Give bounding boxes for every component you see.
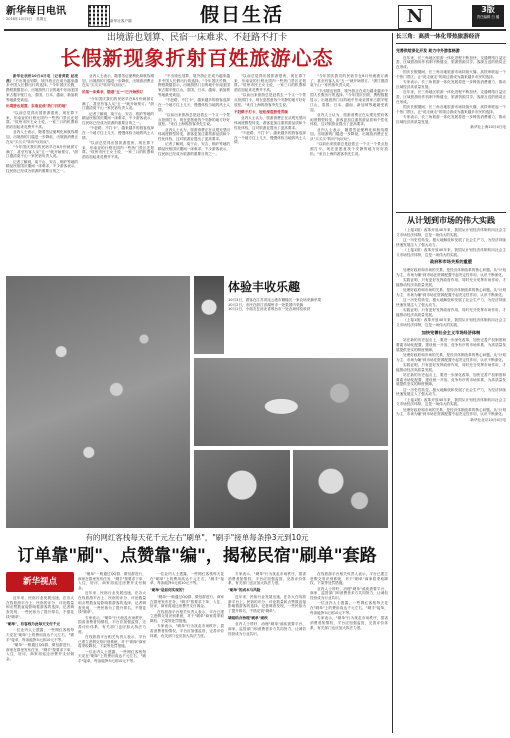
right-mid-paragraph: 处理好政府和市场的关系，是经济体制改革的核心问题。从"计划为主、市场为辅"到市场在资源配置中起决定性作用，认识不断深化。 xyxy=(396,288,506,297)
photo-apple-portrait xyxy=(194,276,224,354)
bottom-paragraph: 业内人士呼吁，治理"刷单"顽疾需要平台、商家、监管部门和消费者多方共同努力，让诚信经营成为行业共识。 xyxy=(310,586,388,601)
right-mid-paragraph: 实践证明，只有更好发挥政府作用，同时充分发挥市场作用，才能推动经济高质量发展。 xyxy=(396,278,506,287)
lead-paragraph: "以前总觉得出国旅游很贵，现在算下来，东南亚的行程比国内一些热门景区还划算。"杭州市民王女士说，一家三口的机票和酒店加起来花费并不高。 xyxy=(234,74,306,93)
lead-column-3 xyxy=(158,74,230,270)
right-mid-byline: 新华社北京10月4日电 xyxy=(470,417,506,422)
bottom-subhead: "刷单"是如何实现的？ xyxy=(150,588,187,593)
brand-name: 新华每日电讯 xyxy=(6,6,66,17)
right-top-paragraph: 近年来，长三角地区旅游一体化进程不断加快，交通网络日益完善，区域旅游协作机制不断健全，旅游资源共享、客源互送的格局正在形成。 xyxy=(396,55,506,70)
right-top-paragraph: 专家表示，长三角旅游一体化发展将进一步释放消费潜力，推动区域经济高质量发展。 xyxy=(396,115,506,124)
page-number: 3版 xyxy=(481,5,495,14)
bottom-column-3 xyxy=(150,572,224,730)
newspaper-brand xyxy=(6,6,86,26)
lead-paragraph: "不赶路、不打卡"，越来越多的游客选择在一个地方住上几天，慢慢体验当地的风土人情。 xyxy=(234,130,306,145)
badge-label: 新华视点 xyxy=(22,577,57,587)
right-mid-paragraph: 站在新的历史起点上，要进一步深化改革，加快完善产权制度和要素市场化配置，建设统一开放、竞争有序的市场体系，为高质量发展提供坚实的制度保障。 xyxy=(396,338,506,352)
right-mid-paragraph: 站在新的历史起点上，要进一步深化改革，加快完善产权制度和要素市场化配置，建设统一开放、竞争有序的市场体系，为高质量发展提供坚实的制度保障。 xyxy=(396,372,506,387)
bottom-headline: 订单靠"刷"、点赞靠"编"，揭秘民宿"刷单"套路 xyxy=(17,546,377,566)
lead-paragraph: "不赶路、不打卡"，越来越多的游客选择在一个地方住上几天，慢慢体验当地的风土人情。 xyxy=(82,126,154,140)
photo-child-basket xyxy=(194,358,388,446)
editor-name: 白 璐 xyxy=(491,15,500,19)
qr-code-icon xyxy=(89,6,109,26)
right-mid-paragraph: （上接1版）改革开放40年来，我国从计划经济体制转向社会主义市场经济体制，这是一场伟大的实践。 xyxy=(396,248,506,257)
right-mid-subhead: 政府和市场关系的重塑 xyxy=(430,259,472,265)
right-mid-story xyxy=(396,228,506,733)
lead-kicker: 出境游也划算、民宿一床难求、不赶路不打卡 xyxy=(106,33,287,43)
right-mid-paragraph: 处理好政府和市场的关系，是经济体制改革的核心问题。从"计划为主、市场为辅"到市场在资源配置中起决定性作用，认识不断深化。 xyxy=(396,407,506,417)
editor-label: 责任编辑 xyxy=(476,15,491,19)
n-logo-icon: N xyxy=(406,6,424,27)
lead-paragraph: 业内人士表示，随着签证便利化和航线增加，出境游的门槛进一步降低，出境游消费正在从"买买买"转向"玩玩玩"。 xyxy=(310,127,388,141)
bottom-paragraph: 在线旅游平台相关负责人表示，平台已建立虚假交易识别系统，对于"刷单"商家将采取降权、下架等处罚措施。 xyxy=(310,572,388,586)
lead-column-4 xyxy=(234,74,306,270)
bottom-paragraph: 专家表示，"刷单"行为扰乱市场秩序，损害消费者知情权，平台应加强监管，完善评价体系，有关部门也应加大执法力度。 xyxy=(78,615,146,634)
bottom-paragraph: 专家表示，"刷单"行为扰乱市场秩序，损害消费者知情权，平台应加强监管，完善评价体系，有关部门也应加大执法力度。 xyxy=(228,572,306,586)
bottom-paragraph: 一位业内人士透露，一些网红客栈每天花在"刷单"上的费用高达千元左右，"刷手"接单，每条能挣3元到10元不等。 xyxy=(6,628,74,642)
lead-subhead: 不赶路不打卡，轻松深度游受青睐 xyxy=(234,109,288,114)
lead-paragraph: 业内人士表示，随着签证便利化和航线增加，出境游的门槛进一步降低，出境游消费正在从"买买买"转向"玩玩玩"。 xyxy=(82,74,154,88)
right-top-paragraph: 国庆长假期间，长三角各地旅游市场持续火爆，高铁串联起一个个热门景区，让"说走就走"的周边游成为越来越多市民的选择。 xyxy=(396,70,506,80)
page-number-badge xyxy=(472,5,504,27)
bottom-paragraph: 近年来，民宿行业发展迅速，在各大在线旅游平台上，民宿的评分、评论数量和点赞数直接影响着游客的选择。记者调查发现，一些民宿为了提升排名，不惜花钱"刷单"。 xyxy=(78,591,146,615)
right-top-paragraph: 近年来，长三角地区旅游一体化进程不断加快，交通网络日益完善，区域旅游协作机制不断健全，旅游资源共享、客源互送的格局正在形成。 xyxy=(396,90,506,104)
qr-code-box[interactable] xyxy=(88,5,110,27)
lead-paragraph: 记者了解到，莫干山、安吉、桐庐等地的精品民宿国庆期间一床难求，不少游客表示，住民宿已经成为旅游的重要目的之一。 xyxy=(158,142,230,156)
right-mid-paragraph: 这一历史性转变，极大地解放和发展了社会生产力，为经济持续快速发展注入了强大动力。 xyxy=(396,387,506,397)
lead-paragraph: "不出境也划算，境外游正在成为越来越多中国人长假出行的选择。"今年国庆长假，携程数据显示，出境游热门目的地中东南亚国家占据半壁江山，泰国、日本、越南、新加坡等地最受欢迎。 xyxy=(6,78,78,102)
lead-column-2 xyxy=(82,74,154,270)
bottom-paragraph: "刷单"一般通过QQ群、微信群进行，商家在群里发布任务，"刷手"按要求下单、入住、好评，商家再返还房费并支付佣金。 xyxy=(150,594,224,609)
right-mid-paragraph: （上接1版）改革开放40年来，我国从计划经济体制转向社会主义市场经济体制，这是一场伟大的实践。 xyxy=(396,318,506,327)
bottom-column-1 xyxy=(6,596,74,730)
lead-byline: 新华社杭州10月4日电（记者黄筱 屈凌燕） xyxy=(6,74,78,83)
lead-paragraph: 记者了解到，莫干山、安吉、桐庐等地的精品民宿国庆期间一床难求，不少游客表示，住民宿已经成为旅游的重要目的之一。 xyxy=(82,111,154,125)
right-top-paragraph: 专家表示，长三角旅游一体化发展将进一步释放消费潜力，推动区域经济高质量发展。 xyxy=(396,80,506,90)
bottom-paragraph: 专家表示，"刷单"行为扰乱市场秩序，损害消费者知情权，平台应加强监管，完善评价体系，有关部门也应加大执法力度。 xyxy=(150,624,224,638)
lead-paragraph: 记者了解到，莫干山、安吉、桐庐等地的精品民宿国庆期间一床难求，不少游客表示，住民宿已经成为旅游的重要目的之一。 xyxy=(6,159,78,174)
photo-harvest-1 xyxy=(194,450,290,528)
lead-paragraph: "以前出来旅游总是赶着去一个又一个景点拍照打卡，现在更愿意找个安静的地方好好放松。"来自上海的游客李先生说。 xyxy=(158,112,230,127)
lead-paragraph: "以前出来旅游总是赶着去一个又一个景点拍照打卡，现在更愿意找个安静的地方好好放松。"来自上海的游客李先生说。 xyxy=(310,142,388,156)
right-mid-paragraph: 处理好政府和市场的关系，是经济体制改革的核心问题。从"计划为主、市场为辅"到市场在资源配置中起决定性作用，认识不断深化。 xyxy=(396,268,506,277)
experience-captions xyxy=(228,298,388,328)
lead-column-1 xyxy=(6,74,78,270)
masthead-rule xyxy=(4,29,506,31)
weekday: 星期五 xyxy=(36,17,47,21)
lead-paragraph: 业内人士认为，旅游消费正在从观光型向休闲度假型转变，游客更加注重旅游品质和个性化体验，这对旅游业提出了更高要求。 xyxy=(158,127,230,141)
bottom-paragraph: 近年来，民宿行业发展迅速，在各大在线旅游平台上，民宿的评分、评论数量和点赞数直接影响着游客的选择。记者调查发现，一些民宿为了提升排名，不惜花钱"刷单"。 xyxy=(228,594,306,613)
lead-paragraph: "不出境也划算，境外游正在成为越来越多中国人长假出行的选择。"今年国庆长假，携程数据显示，出境游热门目的地中东南亚国家占据半壁江山，泰国、日本、越南、新加坡等地最受欢迎。 xyxy=(310,88,388,112)
bottom-paragraph: 一位业内人士透露，一些网红客栈每天花在"刷单"上的费用高达千元左右，"刷手"接单，每条能挣3元到10元不等。 xyxy=(78,649,146,664)
right-mid-title: 从计划到市场的伟大实践 xyxy=(396,212,506,226)
photo-caption: 10月2日，市民在浙江省湖州市一处果园内采摘 xyxy=(228,302,304,307)
lead-paragraph: 业内人士认为，旅游消费正在从观光型向休闲度假型转变，游客更加注重旅游品质和个性化体验，这对旅游业提出了更高要求。 xyxy=(234,116,306,130)
lead-paragraph: "今年国庆我们的民宿早在8月份就被订满了，甚至有客人从"五一"就开始预订。"浙江德清莫干山一家民宿负责人说。 xyxy=(82,96,154,111)
right-top-paragraph: 国庆长假期间，长三角各地旅游市场持续火爆，高铁串联起一个个热门景区，让"说走就走"的周边游成为越来越多市民的选择。 xyxy=(396,105,506,114)
lead-paragraph: 业内人士认为，旅游消费正在从观光型向休闲度假型转变，游客更加注重旅游品质和个性化体验，这对旅游业提出了更高要求。 xyxy=(310,112,388,127)
photo-caption: 10月1日，小朋友在河北省邢台市一处农场体验收获 xyxy=(228,307,311,312)
photo-harvest-2 xyxy=(293,450,388,528)
lead-paragraph: "不出境也划算，境外游正在成为越来越多中国人长假出行的选择。"今年国庆长假，携程数据显示，出境游热门目的地中东南亚国家占据半壁江山，泰国、日本、越南、新加坡等地最受欢迎。 xyxy=(158,74,230,97)
xinhua-badge xyxy=(6,572,74,592)
lead-subhead: 民宿一床难求，随着"五一"已开始预订 xyxy=(82,90,144,95)
lead-paragraph: "以前出来旅游总是赶着去一个又一个景点拍照打卡，现在更愿意找个安静的地方好好放松。"来自上海的游客李先生说。 xyxy=(234,93,306,107)
photo-orchard xyxy=(6,276,190,528)
lead-paragraph: "不赶路、不打卡"，越来越多的游客选择在一个地方住上几天，慢慢体验当地的风土人情。 xyxy=(158,98,230,112)
issue-date: 2018年10月5日 xyxy=(6,17,33,21)
right-mid-paragraph: （上接1版）改革开放40年来，我国从计划经济体制转向社会主义市场经济体制，这是一场伟大的实践。 xyxy=(396,228,506,237)
ticker-line: 有的网红客栈每天花千元左右"刷单"，"刷手"接单每条挣3元到10元 xyxy=(85,533,309,542)
bottom-paragraph: 在线旅游平台相关负责人表示，平台已建立虚假交易识别系统，对于"刷单"商家将采取降权、下架等处罚措施。 xyxy=(78,634,146,649)
bottom-column-2 xyxy=(78,572,146,730)
client-app-label: 新华社客户端 xyxy=(110,19,132,23)
lead-paragraph: 业内人士表示，随着签证便利化和航线增加，出境游的门槛进一步降低，出境游消费正在从"买买买"转向"玩玩玩"。 xyxy=(6,130,78,144)
lead-paragraph: "今年国庆我们的民宿早在8月份就被订满了，甚至有客人从"五一"就开始预订。"浙江德清莫干山一家民宿负责人说。 xyxy=(6,145,78,159)
bottom-paragraph: "刷单"一般通过QQ群、微信群进行，商家在群里发布任务，"刷手"按要求下单、入住、好评，商家再返还房费并支付佣金。 xyxy=(78,572,146,591)
lead-paragraph: "以前总觉得出国旅游很贵，现在算下来，东南亚的行程比国内一些热门景区还划算。"杭州市民王女士说，一家三口的机票和酒店加起来花费并不高。 xyxy=(82,140,154,160)
bottom-subhead: 堵疏结合治理"刷单"顽疾 xyxy=(228,615,268,620)
photo-caption: 10月3日，游客在江苏省连云港市赣榆区一家农场采摘苹果 xyxy=(228,298,322,302)
right-mid-paragraph: 实践证明，只有更好发挥政府作用，同时充分发挥市场作用，才能推动经济高质量发展。 xyxy=(396,308,506,317)
bottom-paragraph: 专家表示，"刷单"行为扰乱市场秩序，损害消费者知情权，平台应加强监管，完善评价体系，有关部门也应加大执法力度。 xyxy=(310,616,388,630)
bottom-paragraph: "刷单"一般通过QQ群、微信群进行，商家在群里发布任务，"刷手"按要求下单、入住、好评，商家再返还房费并支付佣金。 xyxy=(6,642,74,662)
bottom-column-5 xyxy=(310,572,388,730)
bottom-subhead: "刷单"的成本与风险 xyxy=(228,588,261,593)
bottom-column-4 xyxy=(228,572,306,730)
bottom-paragraph: 在线旅游平台相关负责人表示，平台已建立虚假交易识别系统，对于"刷单"商家将采取降权、下架等处罚措施。 xyxy=(150,609,224,623)
lead-subhead: 出境游也划算，东南亚成"热门目的地" xyxy=(6,104,68,109)
right-mid-paragraph: 这一历史性转变，极大地解放和发展了社会生产力，为经济持续快速发展注入了强大动力。 xyxy=(396,298,506,307)
right-mid-subhead: 加快完善社会主义市场经济体制 xyxy=(421,329,481,335)
right-mid-paragraph: 实践证明，只有更好发挥政府作用，同时充分发挥市场作用，才能推动经济高质量发展。 xyxy=(396,362,506,372)
logo-badge xyxy=(398,5,432,29)
section-title: 假日生活 xyxy=(200,4,285,26)
right-top-subhead: 完善供给深化开发 助力中外游客畅游 xyxy=(396,48,460,53)
lead-column-5 xyxy=(310,74,388,270)
lead-paragraph: "以前总觉得出国旅游很贵，现在算下来，东南亚的行程比国内一些热门景区还划算。"杭州市民王女士说，一家三口的机票和酒店加起来花费并不高。 xyxy=(6,110,78,130)
lead-paragraph: "今年国庆我们的民宿早在8月份就被订满了，甚至有客人从"五一"就开始预订。"浙江德清莫干山一家民宿负责人说。 xyxy=(310,74,388,88)
bottom-paragraph: 一位业内人士透露，一些网红客栈每天花在"刷单"上的费用高达千元左右，"刷手"接单，每条能挣3元到10元不等。 xyxy=(310,601,388,615)
bottom-paragraph: 近年来，民宿行业发展迅速，在各大在线旅游平台上，民宿的评分、评论数量和点赞数直接影响着游客的选择。记者调查发现，一些民宿为了提升排名，不惜花钱"刷单"。 xyxy=(6,596,74,619)
right-top-story xyxy=(396,47,506,207)
lead-headline: 长假新现象折射百姓旅游心态 xyxy=(60,46,334,70)
bottom-paragraph: 业内人士呼吁，治理"刷单"顽疾需要平台、商家、监管部门和消费者多方共同努力，让诚信经营成为行业共识。 xyxy=(228,622,306,636)
right-mid-paragraph: （上接1版）改革开放40年来，我国从计划经济体制转向社会主义市场经济体制，这是一场伟大的实践。 xyxy=(396,397,506,407)
right-mid-paragraph: 这一历史性转变，极大地解放和发展了社会生产力，为经济持续快速发展注入了强大动力。 xyxy=(396,238,506,247)
right-mid-paragraph: 处理好政府和市场的关系，是经济体制改革的核心问题。从"计划为主、市场为辅"到市场在资源配置中起决定性作用，认识不断深化。 xyxy=(396,352,506,362)
right-top-title: 长三角：高质一体化带热旅游经济 xyxy=(396,33,506,44)
right-column-divider xyxy=(392,33,393,733)
experience-title: 体验丰收乐趣 xyxy=(228,280,301,294)
bottom-paragraph: 一位业内人士透露，一些网红客栈每天花在"刷单"上的费用高达千元左右，"刷手"接单，每条能挣3元到10元不等。 xyxy=(150,572,224,586)
bottom-subhead: "刷单"，有客栈为此每天支付千元 xyxy=(6,621,61,626)
right-top-byline: 新华社上海10月4日电 xyxy=(470,125,506,130)
